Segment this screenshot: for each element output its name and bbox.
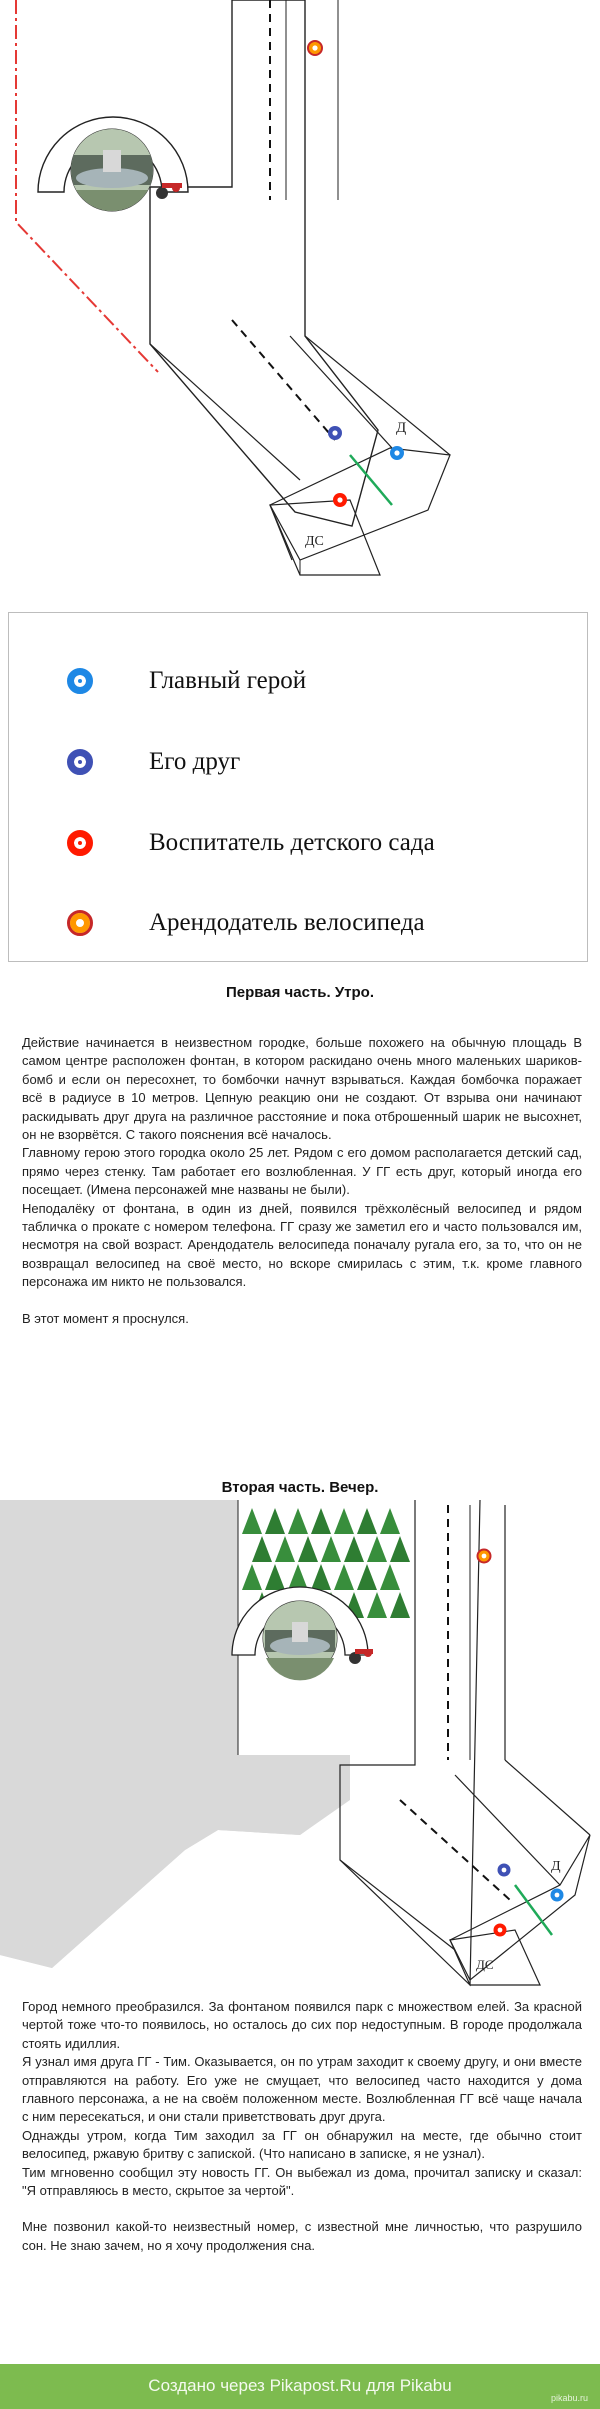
legend-label: Арендодатель велосипеда xyxy=(149,909,425,936)
hero-legend-icon xyxy=(67,668,93,694)
house-label: Д xyxy=(396,420,407,436)
green-wall xyxy=(350,455,392,505)
part1-text xyxy=(22,1034,582,1328)
marker-center xyxy=(332,430,337,435)
bike-owner-legend-icon xyxy=(67,910,93,936)
marker-center xyxy=(337,497,342,502)
part1-ending: В этот момент я проснулся. xyxy=(22,1310,189,1326)
part2-paragraph: Однажды утром, когда Тим заходил за ГГ он обнаружил на месте, где обычно стоит велосипед, ржавую бритву с запиской. (Что написано в записке, я не узнал). xyxy=(22,2127,582,2162)
road-diagonal-edge xyxy=(305,336,450,455)
kindergarten-label: ДС xyxy=(305,534,324,549)
part1-title: Первая часть. Утро. xyxy=(225,984,375,1001)
legend-label: Воспитатель детского сада xyxy=(149,829,435,856)
legend-label: Главный герой xyxy=(149,667,307,694)
legend-item-friend xyxy=(67,748,240,776)
part2-paragraph: Город немного преобразился. За фонтаном появился парк с множеством елей. За красной чертой тоже что-то появилось, но осталось до сих пор недоступным. В городе продолжала стоять идиллия. xyxy=(22,1999,582,2051)
legend-box xyxy=(8,612,588,962)
building-block xyxy=(270,448,450,560)
legend-item-teacher xyxy=(67,829,435,857)
friend-legend-icon xyxy=(67,749,93,775)
footer-bar xyxy=(0,2364,600,2409)
part1-paragraph: Действие начинается в неизвестном городке, больше похожего на обычную площадь В самом центре расположен фонтан, в котором раскидано очень много маленьких шариков-бомб и если он пересохнет, то бомбочки начнут взрываться. Каждая бомбочка поражает всё в радиусе в 10 метров. Цепную реакцию они не создают. От взрыва они начинают раскидывать друг друга на различное расстояние и пока отброшенный шарик не высохнет, он не взорвётся. С такого пояснения всё началось. xyxy=(22,1035,582,1143)
road-center-dash xyxy=(232,320,335,440)
road-diagonal-edge xyxy=(150,344,300,480)
part2-title: Вторая часть. Вечер. xyxy=(221,1479,379,1496)
fountain-image xyxy=(263,1601,337,1680)
footer-watermark: pikabu.ru xyxy=(550,2393,588,2403)
marker-center xyxy=(394,450,399,455)
part2-paragraph: Тим мгновенно сообщил эту новость ГГ. Он выбежал из дома, прочитал записку и сказал: "Я отправляюсь в место, скрытое за чертой". xyxy=(22,2164,582,2199)
part2-paragraph: Я узнал имя друга ГГ - Тим. Оказывается, он по утрам заходит к своему другу, и они вместе отправляются на работу. Его уже не смущает, что велосипед часто находится у дома главного персонажа, а не на своём положенном месте. Возлюбленная ГГ всё чаще начала с ним пересекаться, и они стали приветствовать друг друга. xyxy=(22,2054,582,2125)
kindergarten-label: ДС xyxy=(476,1957,494,1972)
map-evening xyxy=(0,1500,600,1990)
part1-paragraph: Главному герою этого городка около 25 лет. Рядом с его домом располагается детский сад, прямо через стенку. Там работает его возлюбленная. У ГГ есть друг, который иногда его посещает. (Имена персонажей мне названы не были). xyxy=(22,1145,582,1198)
part2-ending: Мне позвонил какой-то неизвестный номер, с известной мне личностью, что разрушило сон. Не знаю зачем, но я хочу продолжения сна. xyxy=(22,2219,582,2253)
part1-paragraph: Неподалёку от фонтана, в один из дней, появился трёхколёсный велосипед и рядом табличка о прокате с номером телефона. ГГ сразу же заметил его и часто пользовался им, несмотря на свой возраст. Арендодатель велосипеда поначалу ругала его, за то, что он не возвращал велосипед на своё место, но вскоре смирилась с этим, т.к. кроме главного персонажа им никто не пользовался. xyxy=(22,1200,582,1290)
kindergarten-building xyxy=(450,1930,540,1985)
footer-credit[interactable]: Создано через Pikapost.Ru для Pikabu xyxy=(148,2376,452,2395)
marker-center xyxy=(312,45,317,50)
road-diagonal-edge xyxy=(505,1760,590,1835)
green-wall xyxy=(515,1885,552,1935)
teacher-legend-icon xyxy=(67,830,93,856)
legend-label: Его друг xyxy=(149,748,241,775)
map-morning xyxy=(0,0,600,580)
part2-text xyxy=(22,1998,582,2255)
road-diagonal-edge xyxy=(340,1860,455,1950)
house-label: Д xyxy=(551,1859,561,1874)
legend-item-bike-owner xyxy=(67,909,425,937)
kindergarten-building xyxy=(270,500,380,575)
legend-item-hero xyxy=(67,667,306,695)
